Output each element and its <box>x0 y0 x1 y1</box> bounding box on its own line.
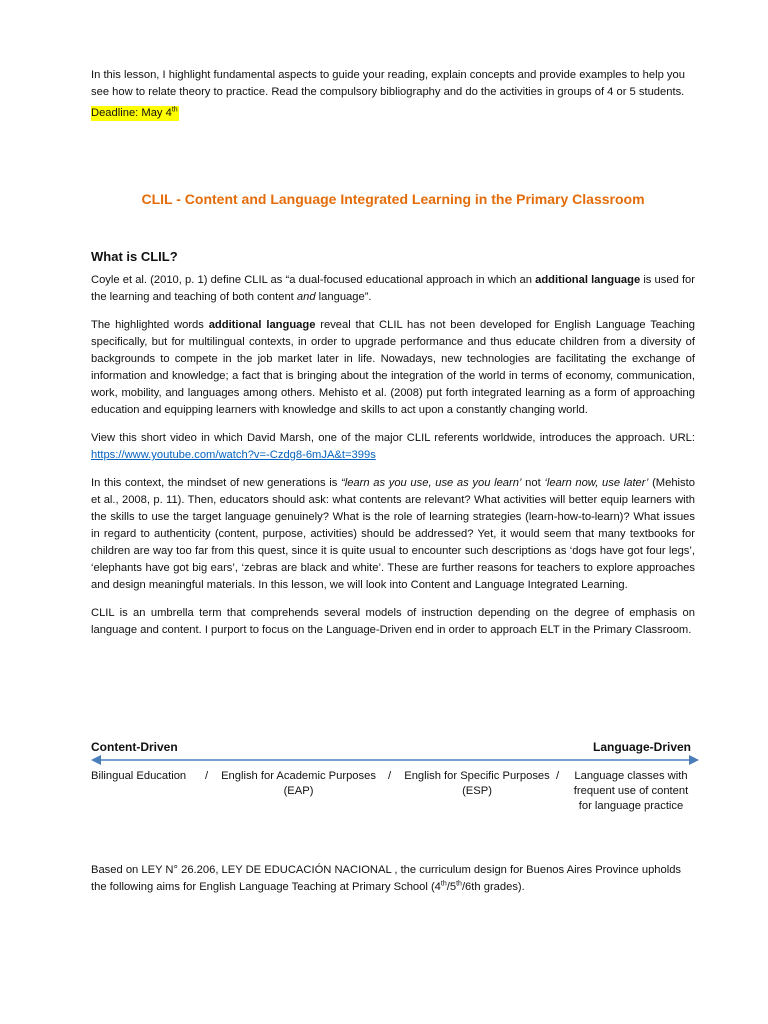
text-run: not <box>521 477 545 489</box>
document-page <box>91 67 695 893</box>
continuum-item-language-classes <box>567 769 695 814</box>
italic-quote: ‘learn now, use later’ <box>544 477 649 489</box>
continuum-item-esp <box>398 769 556 799</box>
superscript: th <box>456 880 462 888</box>
continuum-item-line: English for Academic Purposes <box>221 770 376 782</box>
paragraph-definition <box>91 272 695 306</box>
bold-term: additional language <box>535 274 641 286</box>
video-link[interactable]: https://www.youtube.com/watch?v=-Czdg8-6mJA&t=399s <box>91 449 376 461</box>
section-heading: What is CLIL? <box>91 249 178 264</box>
continuum-separator: / <box>388 770 392 782</box>
language-driven-label: Language-Driven <box>592 740 691 754</box>
text-run: The highlighted words <box>91 319 209 331</box>
text-run: In this context, the mindset of new generations is <box>91 477 341 489</box>
text-run: is used for the learning and teaching of both content <box>91 274 695 303</box>
text-run: Coyle et al. (2010, p. 1) define CLIL as “a dual-focused educational approach in which an <box>91 274 536 286</box>
continuum-item-line: Language classes with <box>574 770 688 782</box>
document-title: CLIL - Content and Language Integrated Learning in the Primary Classroom <box>141 191 645 207</box>
deadline-sup: th <box>171 106 178 114</box>
text-run: View this short video in which David Marsh, one of the major CLIL referents worldwide, introduces the approach. URL: <box>91 432 695 444</box>
clil-continuum <box>91 740 695 830</box>
double-arrow-icon <box>91 753 699 767</box>
continuum-item-eap <box>216 769 381 799</box>
italic-term: and <box>296 291 316 303</box>
paragraph-ley <box>91 862 695 896</box>
text-run: /5 <box>446 881 457 893</box>
intro-paragraph: In this lesson, I highlight fundamental aspects to guide your reading, explain concepts and provide examples to help you see how to relate theory to practice. Read the compulsory bibliography and do the activities in groups of 4 or 5 students. <box>91 69 685 98</box>
paragraph-mindset <box>91 475 695 594</box>
continuum-item-line: Bilingual Education <box>91 770 187 782</box>
italic-quote: “learn as you use, use as you learn’ <box>340 477 522 489</box>
deadline-line <box>91 103 695 121</box>
paragraph-umbrella: CLIL is an umbrella term that comprehends several models of instruction depending on the degree of emphasis on language and content. I purport to focus on the Language-Driven end in order to approach ELT in the Primary Classroom. <box>91 607 695 636</box>
superscript: th <box>440 880 447 888</box>
arrow-head-right <box>689 755 699 765</box>
paragraph-additional-language <box>91 317 695 419</box>
continuum-item-line: (EAP) <box>283 785 314 797</box>
continuum-separator: / <box>556 770 560 782</box>
continuum-item-bilingual <box>91 769 186 784</box>
text-run: Based on LEY N° 26.206, LEY DE EDUCACIÓN NACIONAL , the curriculum design for Buenos Aires Province upholds the following aims for English Language Teaching at Primary School (4 <box>91 864 682 893</box>
continuum-item-line: for language practice <box>578 800 684 812</box>
text-run: /6th grades). <box>461 881 525 893</box>
text-run: reveal that CLIL has not been developed for English Language Teaching specifically, but for multilingual contexts, in order to upgrade performance and thus educate children from a diversity of backgrounds to compete in the job market later in life. Nowadays, new technologies are facilitating the exchange of information and knowledge; a fact that is bringing about the integration of the world in terms of economy, communication, work, mobility, and languages among others. Mehisto et al. (2008) put forth integrated learning as a form of approaching education and equipping learners with knowledge and skills to act upon a constantly changing world. <box>91 319 695 416</box>
deadline-highlight <box>91 106 179 121</box>
arrow-head-left <box>91 755 101 765</box>
text-run: language”. <box>315 291 372 303</box>
bold-term: additional language <box>208 319 316 331</box>
paragraph-video <box>91 430 695 464</box>
text-run: (Mehisto et al., 2008, p. 11). Then, educators should ask: what contents are relevant? What activities will better equip learners with the skills to use the target language genuinely? What is the role of learning strategies (learn-how-to-learn)? What issues in regard to authenticity (content, purpose, activities) should be addressed? Yet, it would seem that many textbooks for children are way too far from this quest, since it is quite usual to encounter such descriptions as ‘dogs have got four legs’, ‘elephants have got big ears’, ‘zebras are black and white’. These are further reasons for teachers to explore approaches and design meaningful materials. In this lesson, we will look into Content and Language Integrated Learning. <box>91 477 695 591</box>
deadline-label: Deadline: May 4 <box>91 107 172 119</box>
continuum-separator: / <box>205 770 209 782</box>
continuum-item-line: English for Specific Purposes <box>404 770 550 782</box>
continuum-item-line: (ESP) <box>462 785 492 797</box>
body-text <box>91 272 695 650</box>
continuum-item-line: frequent use of content <box>573 785 689 797</box>
content-driven-label: Content-Driven <box>91 740 178 754</box>
